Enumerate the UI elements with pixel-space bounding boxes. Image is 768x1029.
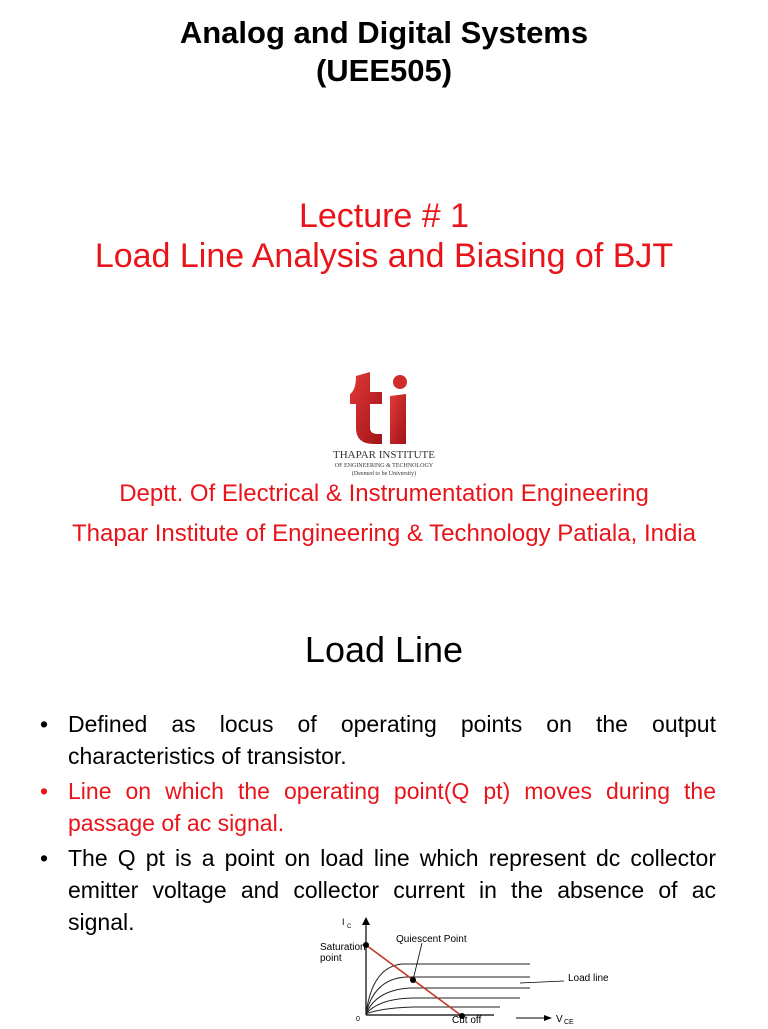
course-title: Analog and Digital Systems xyxy=(179,15,589,50)
department-block xyxy=(0,480,768,560)
saturation-label-2: point xyxy=(320,953,342,964)
bullet-text: Line on which the operating point(Q pt) moves during the passage of ac signal. xyxy=(68,778,716,836)
lecture-topic: Load Line Analysis and Biasing of BJT xyxy=(94,237,674,275)
cutoff-label: Cut off xyxy=(452,1015,482,1024)
y-axis-label: I xyxy=(342,917,345,927)
bullet-list xyxy=(40,708,716,941)
bullet-dot-icon: • xyxy=(40,845,49,871)
bullet-text: Defined as locus of operating points on the output characteristics of transistor. xyxy=(68,711,716,769)
course-code: (UEE505) xyxy=(315,53,453,88)
x-axis-arrow-icon xyxy=(544,1015,552,1021)
lecture-number: Lecture # 1 xyxy=(298,197,470,235)
x-axis-sub: CE xyxy=(564,1019,574,1024)
slide-title xyxy=(0,14,768,90)
bullet-text: The Q pt is a point on load line which represent dc collector emitter voltage and collector current in the absence of ac signal. xyxy=(68,845,716,935)
saturation-label: Saturation xyxy=(320,942,366,953)
y-axis-sub: C xyxy=(347,924,352,930)
bullet-item xyxy=(40,708,716,772)
quiescent-label: Quiescent Point xyxy=(396,934,467,945)
curve-5 xyxy=(366,1007,500,1014)
bullet-dot-icon: • xyxy=(40,711,49,737)
institute-address: Thapar Institute of Engineering & Technology Patiala, India xyxy=(72,520,696,547)
bullet-item xyxy=(40,775,716,839)
logo-subtitle: OF ENGINEERING & TECHNOLOGY xyxy=(334,463,434,469)
load-line-leader xyxy=(520,981,564,983)
institute-logo xyxy=(294,370,474,482)
y-axis-arrow-icon xyxy=(362,917,370,925)
curve-4 xyxy=(366,998,520,1014)
origin-label: 0 xyxy=(356,1016,360,1023)
load-line-label: Load line xyxy=(568,973,609,984)
logo-deemed: (Deemed to be University) xyxy=(351,471,417,477)
bullet-dot-icon: • xyxy=(40,778,49,804)
load-line-diagram xyxy=(294,915,624,1024)
curve-3 xyxy=(366,988,530,1014)
section-title: Load Line xyxy=(304,629,464,670)
department-name: Deptt. Of Electrical & Instrumentation Engineering xyxy=(119,480,649,507)
ti-logo-icon xyxy=(294,370,474,482)
logo-institute-name: THAPAR INSTITUTE xyxy=(333,449,435,461)
q-point-leader xyxy=(413,943,422,980)
x-axis-label: V xyxy=(556,1014,563,1024)
load-line-graph xyxy=(294,915,624,1024)
lecture-heading xyxy=(0,196,768,276)
